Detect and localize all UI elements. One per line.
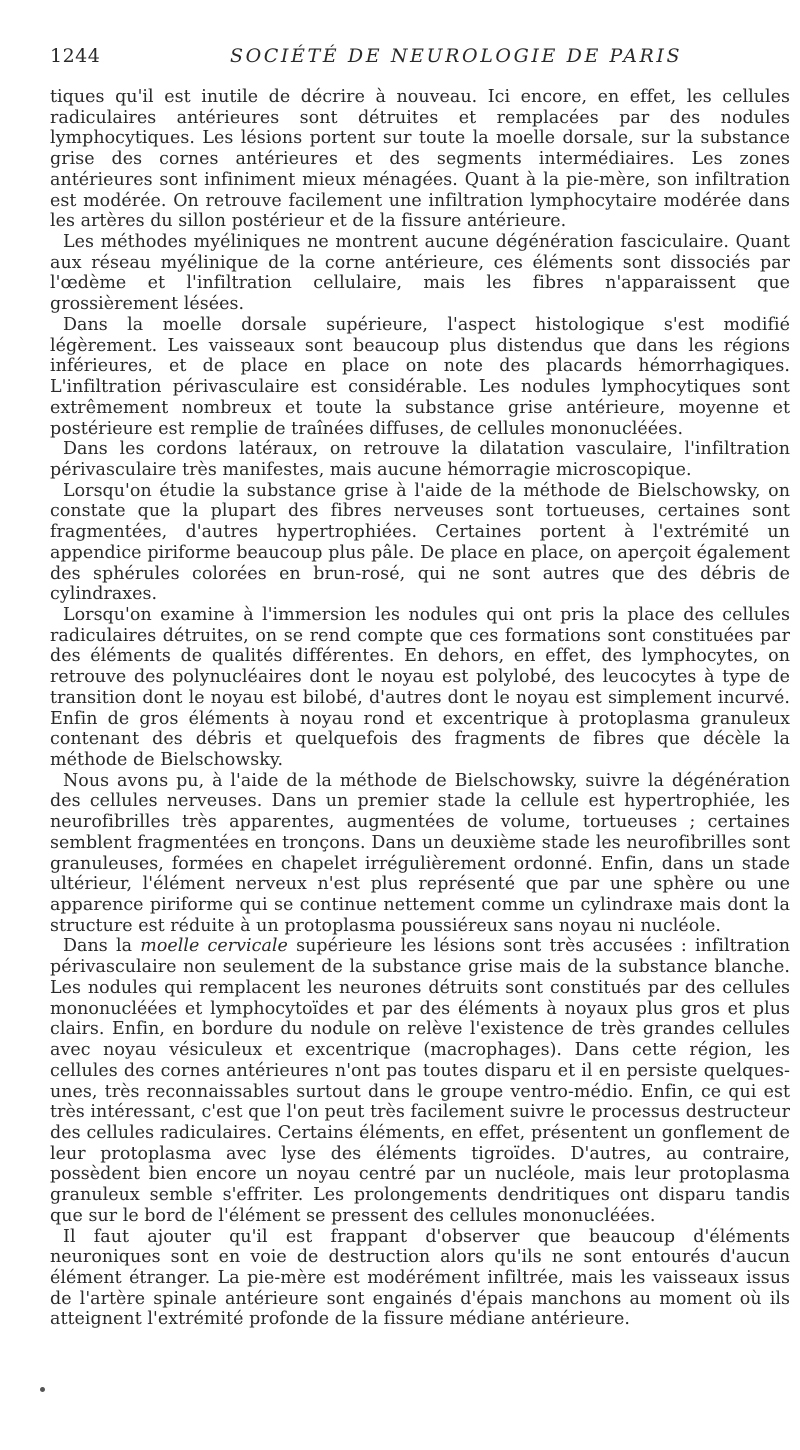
paragraph: Lorsqu'on examine à l'immersion les nodules qui ont pris la place des cellules radiculaires détruites, on se rend compte que ces formations sont constituées par des éléments de qualités différentes. En dehors, en effet, des lymphocytes, on retrouve des polynucléaires dont le noyau est polylobé, des leucocytes à type de transition dont le noyau est bilobé, d'autres dont le noyau est simplement incurvé. Enfin de gros éléments à noyau rond et excentrique à protoplasma granuleux contenant des débris et quelquefois des fragments de fibres que décèle la méthode de Bielschowsky. <box>50 604 790 770</box>
paragraph: Lorsqu'on étudie la substance grise à l'aide de la méthode de Bielschowsky, on constate que la plupart des fibres nerveuses sont tortueuses, certaines sont fragmentées, d'autres hypertrophiées. Certaines portent à l'extrémité un appendice piriforme beaucoup plus pâle. De place en place, on aperçoit également des sphérules colorées en brun-rosé, qui ne sont autres que des débris de cylindraxes. <box>50 480 790 605</box>
stray-dot-mark <box>40 1387 45 1392</box>
paragraph-text-before: Dans la <box>63 936 141 957</box>
italic-term: moelle cervicale <box>140 936 288 957</box>
paragraph: Dans la moelle dorsale supérieure, l'aspect histologique s'est modifié légèrement. Les vaisseaux sont beaucoup plus distendus que dans les régions inférieures, et de place en place on note des placards hémorrhagiques. L'infiltration périvasculaire est considérable. Les nodules lymphocytiques sont extrêmement nombreux et toute la substance grise antérieure, moyenne et postérieure est remplie de traînées diffuses, de cellules mononucléées. <box>50 314 790 439</box>
paragraph-text-after: supérieure les lésions sont très accusées : infiltration périvasculaire non seulement de la substance grise mais de la substance blanche. Les nodules qui remplacent les neurones détruits sont constitués par des cellules mononucléées et lymphocytoïdes et par des éléments à noyaux plus gros et plus clairs. Enfin, en bordure du nodule on relève l'existence de très grandes cellules avec noyau vésiculeux et excentrique (macrophages). Dans cette région, les cellules des cornes antérieures n'ont pas toutes disparu et il en persiste quelques-unes, très reconnaissables surtout dans le groupe ventro-médio. Enfin, ce qui est très intéressant, c'est que l'on peut très facilement suivre le processus destructeur des cellules radiculaires. Certains éléments, en effet, présentent un gonflement de leur protoplasma avec lyse des éléments tigroïdes. D'autres, au contraire, possèdent bien encore un noyau centré par un nucléole, mais leur protoplasma granuleux semble s'effriter. Les prolongements dendritiques ont disparu tandis que sur le bord de l'élément se pressent des cellules mononucléées. <box>50 936 791 1226</box>
body-text <box>50 87 790 1330</box>
paragraph: tiques qu'il est inutile de décrire à nouveau. Ici encore, en effet, les cellules radiculaires antérieures sont détruites et remplacées par des nodules lymphocytiques. Les lésions portent sur toute la moelle dorsale, sur la substance grise des cornes antérieures et des segments intermédiaires. Les zones antérieures sont infiniment mieux ménagées. Quant à la pie-mère, son infiltration est modérée. On retrouve facilement une infiltration lymphocytaire modérée dans les artères du sillon postérieur et de la fissure antérieure. <box>50 87 790 232</box>
paragraph: Dans les cordons latéraux, on retrouve la dilatation vasculaire, l'infiltration périvasculaire très manifestes, mais aucune hémorragie microscopique. <box>50 439 790 480</box>
paragraph <box>50 936 790 1226</box>
paragraph: Nous avons pu, à l'aide de la méthode de Bielschowsky, suivre la dégénération des cellules nerveuses. Dans un premier stade la cellule est hypertrophiée, les neurofibrilles très apparentes, augmentées de volume, tortueuses ; certaines semblent fragmentées en tronçons. Dans un deuxième stade les neurofibrilles sont granuleuses, formées en chapelet irrégulièrement ordonné. Enfin, dans un stade ultérieur, l'élément nerveux n'est plus représenté que par une sphère ou une apparence piriforme qui se continue nettement comme un cylindraxe mais dont la structure est réduite à un protoplasma poussiéreux sans noyau ni nucléole. <box>50 770 790 936</box>
running-title: SOCIÉTÉ DE NEUROLOGIE DE PARIS <box>230 45 683 67</box>
page-number: 1244 <box>50 45 101 67</box>
paragraph: Il faut ajouter qu'il est frappant d'observer que beaucoup d'éléments neuroniques sont en voie de destruction alors qu'ils ne sont entourés d'aucun élément étranger. La pie-mère est modérément infiltrée, mais les vaisseaux issus de l'artère spinale antérieure sont engainés d'épais manchons au moment où ils atteignent l'extrémité profonde de la fissure médiane antérieure. <box>50 1226 790 1330</box>
page-header <box>50 45 770 71</box>
paragraph: Les méthodes myéliniques ne montrent aucune dégénération fasciculaire. Quant aux réseau myélinique de la corne antérieure, ces éléments sont dissociés par l'œdème et l'infiltration cellulaire, mais les fibres n'apparaissent que grossièrement lésées. <box>50 232 790 315</box>
